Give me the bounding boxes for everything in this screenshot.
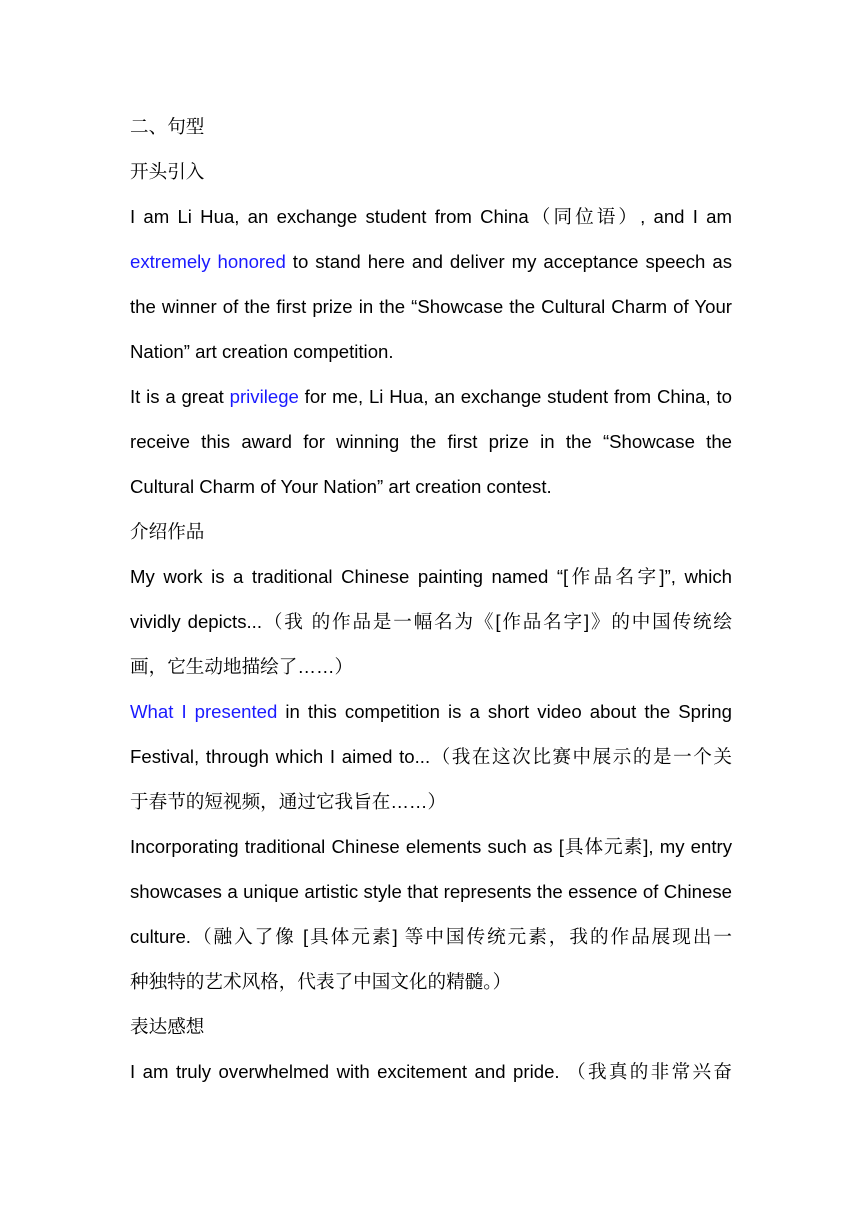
introduce-p1-line1: My work is a traditional Chinese painting named “[作品名字]”, which bbox=[130, 566, 732, 587]
introduce-p2-line2: Festival, through which I aimed to...（我在这次比赛中展示的是一个关 bbox=[130, 746, 732, 767]
introduce-p2-line1 bbox=[130, 689, 732, 734]
opening-p2-line1-pre: It is a great bbox=[130, 386, 230, 407]
opening-p1-line1: I am Li Hua, an exchange student from China（同位语）, and I am bbox=[130, 206, 732, 227]
opening-p2-line2: receive this award for winning the first prize in the “Showcase the bbox=[130, 431, 732, 452]
introduce-p3-line1: Incorporating traditional Chinese elements such as [具体元素], my entry bbox=[130, 836, 732, 857]
highlight-privilege: privilege bbox=[229, 386, 299, 407]
highlight-extremely-honored: extremely honored bbox=[130, 251, 286, 272]
introduce-p3-line3: culture.（融入了像 [具体元素] 等中国传统元素，我的作品展现出一 bbox=[130, 926, 732, 947]
opening-p1-line3: the winner of the first prize in the “Showcase the Cultural Charm of Your bbox=[130, 296, 732, 317]
opening-p2-line1 bbox=[130, 374, 732, 419]
introduce-p1-line3: 画，它生动地描绘了……） bbox=[130, 656, 354, 677]
introduce-p2-line1-text: in this competition is a short video about the Spring bbox=[277, 701, 732, 722]
section-title: 二、句型 bbox=[130, 116, 205, 137]
opening-p2-line1-post: for me, Li Hua, an exchange student from China, to bbox=[298, 386, 732, 407]
introduce-p1-line2: vividly depicts...（我 的作品是一幅名为《[作品名字]》的中国传统绘 bbox=[130, 611, 732, 632]
document-page bbox=[130, 104, 732, 1094]
opening-p1-line2 bbox=[130, 239, 732, 284]
feelings-p1-line1: I am truly overwhelmed with excitement and pride. （我真的非常兴奋 bbox=[130, 1061, 732, 1082]
opening-p1-line4: Nation” art creation competition. bbox=[130, 341, 394, 362]
heading-introduce: 介绍作品 bbox=[130, 521, 205, 542]
highlight-what-i-presented: What I presented bbox=[130, 701, 278, 722]
introduce-p2-line3: 于春节的短视频，通过它我旨在……） bbox=[130, 791, 447, 812]
heading-opening: 开头引入 bbox=[130, 161, 205, 182]
opening-p2-line3: Cultural Charm of Your Nation” art creation contest. bbox=[130, 476, 552, 497]
introduce-p3-line4: 种独特的艺术风格，代表了中国文化的精髓。） bbox=[130, 971, 512, 992]
opening-p1-line2-text: to stand here and deliver my acceptance speech as bbox=[285, 251, 733, 272]
introduce-p3-line2: showcases a unique artistic style that represents the essence of Chinese bbox=[130, 881, 732, 902]
heading-feelings: 表达感想 bbox=[130, 1016, 205, 1037]
